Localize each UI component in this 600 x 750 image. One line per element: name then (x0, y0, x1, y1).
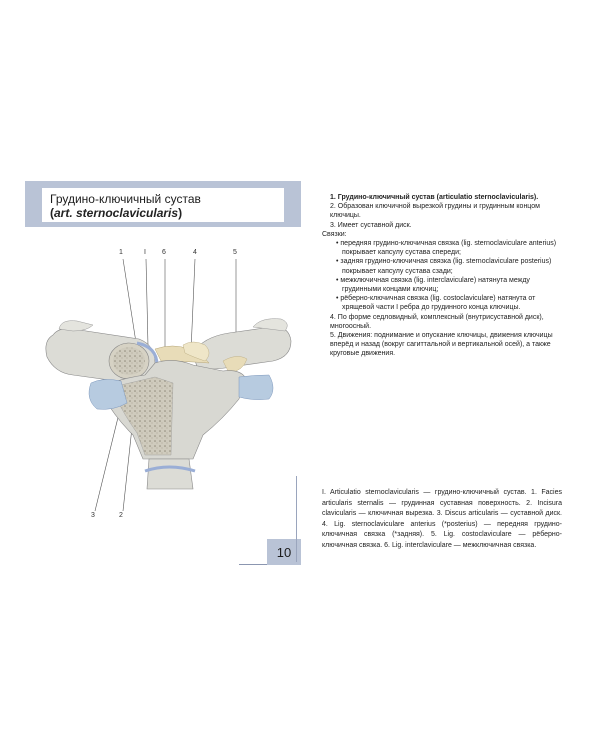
ligament-item: • передняя грудино-ключичная связка (lig. sternoclaviculare anterius) покрывает капсулу сустава спереди; (336, 240, 557, 257)
page-title: Грудино-ключичный сустав (50, 192, 201, 206)
figure-legend: I. Articulatio sternoclavicularis — грудино-ключичный сустав. 1. Facies articularis sternalis — грудинная суставная поверхность. 2. Incisura clavicularis — ключичная вырезка. 3. Discus articularis — суставной диск. 4. Lig. sternoclaviculare anterius (*posterius) — передняя грудино-ключичная связка (*задняя). 5. Lig. costoclaviculare — рёберно-ключичная связка. 6. Lig. interclaviculare — межключичная связка. (322, 489, 562, 549)
description-para-3: 3. Имеет суставной диск. (330, 221, 412, 229)
title-banner (25, 181, 301, 227)
figure-label-2: 2 (119, 512, 123, 519)
title-latin-term: art. sternoclavicularis (54, 206, 179, 220)
anatomy-figure (33, 249, 301, 545)
title-open-paren: ( (50, 206, 54, 220)
page-number: 10 (276, 544, 292, 560)
ligament-item: • задняя грудино-ключичная связка (lig. sternoclaviculare posterius) покрывает капсулу сустава сзади; (336, 258, 552, 275)
description-para-5: 5. Движения: поднимание и опускание ключицы, движения ключицы вперёд и назад (вокруг сагиттальной и вертикальной осей), а также круговые движения. (330, 332, 553, 358)
description-ligaments-label: Связки: (322, 230, 347, 238)
title-close-paren: ) (178, 206, 183, 220)
figure-label-6: 6 (162, 249, 166, 256)
description-heading: 1. Грудино-ключичный сустав (articulatio sternoclavicularis). (330, 194, 539, 201)
ligament-item: • межключичная связка (lig. interclaviculare) натянута между грудинными концами ключиц; (336, 276, 530, 294)
figure-label-4: 4 (193, 249, 197, 256)
description-text (322, 193, 562, 359)
left-page (25, 181, 301, 565)
figure-label-5: 5 (233, 249, 237, 256)
sternoclavicular-joint-illustration (33, 249, 301, 545)
figure-label-1: 1 (119, 249, 123, 256)
legend-divider (296, 476, 297, 562)
description-para-2: 2. Образован ключичной вырезкой грудины и грудинным концом ключицы. (330, 203, 540, 220)
figure-label-3: 3 (91, 512, 95, 519)
ligament-item: • рёберно-ключичная связка (lig. costoclaviculare) натянута от хрящевой части I ребра до грудинного конца ключицы. (336, 295, 536, 312)
page-title-latin (50, 206, 276, 220)
title-inner (42, 188, 284, 222)
figure-label-I: I (144, 249, 146, 256)
description-para-4: 4. По форме седловидный, комплексный (внутрисуставной диск), многоосный. (330, 313, 544, 330)
